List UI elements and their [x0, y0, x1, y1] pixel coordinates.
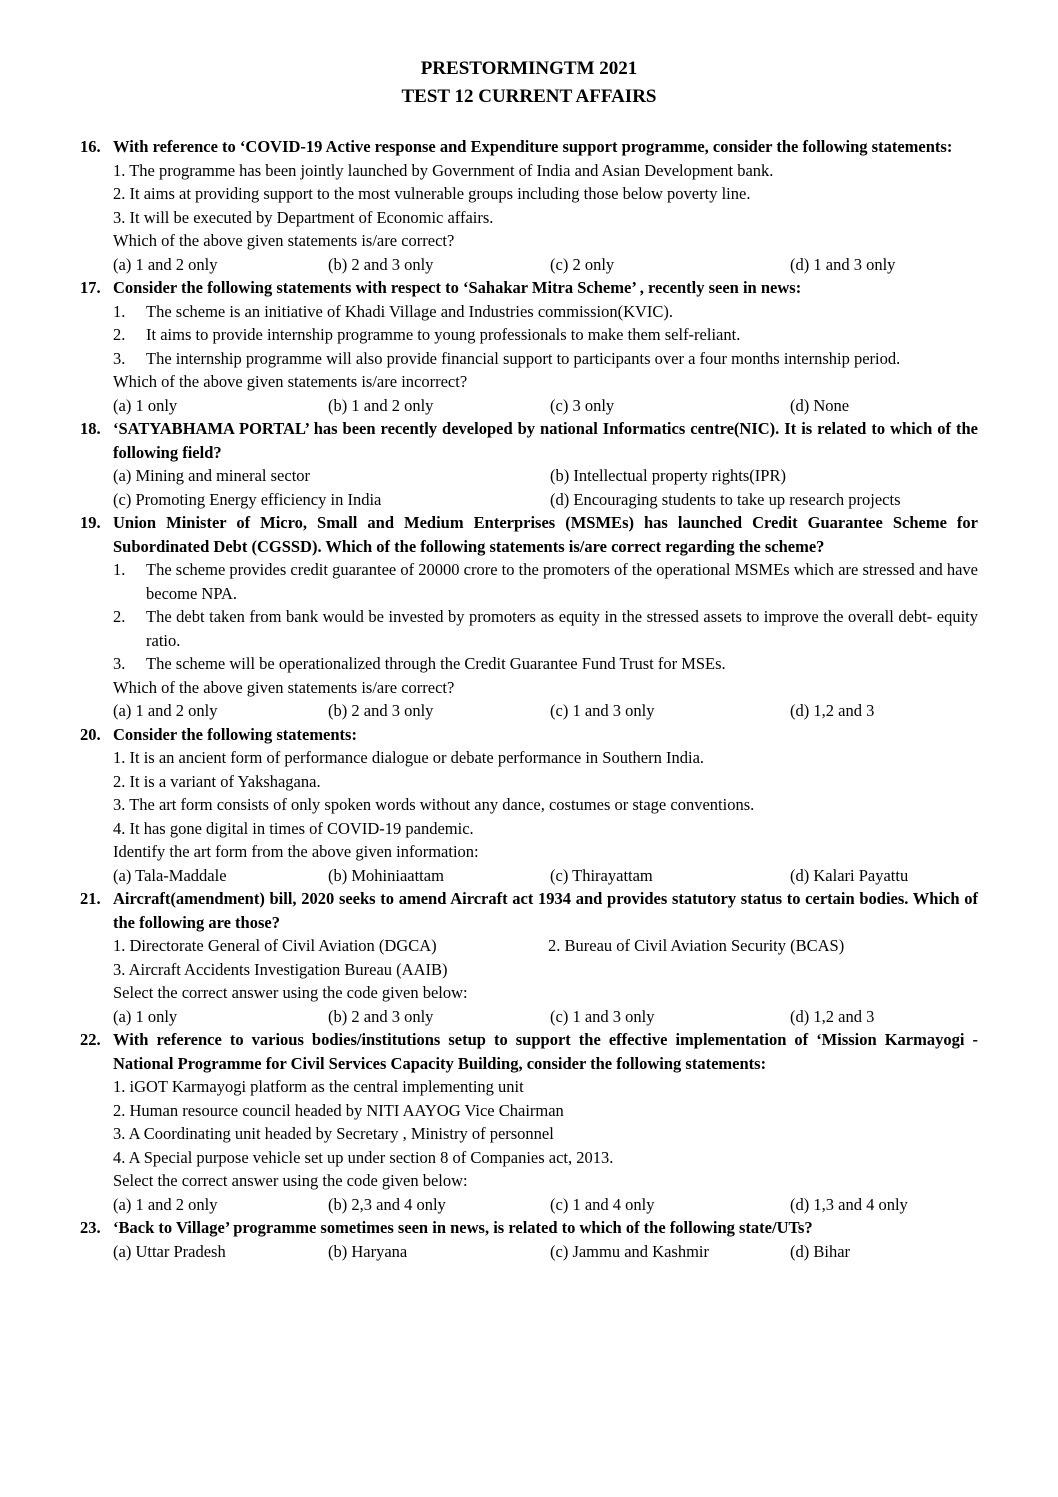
question-body — [113, 887, 978, 1028]
option-b: (b) Mohiniaattam — [328, 865, 444, 885]
question-prompt: Identify the art form from the above given information: — [113, 842, 479, 861]
option-a: (a) Tala-Maddale — [113, 865, 227, 885]
statement — [113, 1122, 978, 1146]
statement-number: 2. — [113, 1100, 126, 1120]
option-c: (c) 2 only — [550, 254, 615, 274]
option-b: (b) 2,3 and 4 only — [328, 1194, 446, 1214]
statement-text: It has gone digital in times of COVID-19 pandemic. — [129, 818, 474, 838]
options-row — [113, 1005, 978, 1029]
statement-number: 4. — [113, 818, 126, 838]
question-body — [113, 1028, 978, 1216]
option-b: (b) 2 and 3 only — [328, 701, 434, 720]
statement-text: It aims at providing support to the most vulnerable groups including those below poverty line. — [129, 184, 751, 203]
question-23 — [80, 1216, 978, 1263]
statement-text: iGOT Karmayogi platform as the central implementing unit — [129, 1077, 524, 1096]
title-block — [80, 55, 978, 111]
option-a: (a) 1 and 2 only — [113, 1194, 218, 1214]
statement-text: A Coordinating unit headed by Secretary , Ministry of personnel — [128, 1124, 554, 1143]
statement-number: 3. — [113, 1124, 126, 1143]
option-d: (d) Bihar — [790, 1241, 851, 1261]
question-22 — [80, 1028, 978, 1216]
statement — [548, 934, 978, 958]
options-row — [113, 394, 978, 418]
statement — [113, 1146, 978, 1170]
question-prompt: Select the correct answer using the code given below: — [113, 983, 468, 1002]
question-body — [113, 1216, 978, 1263]
option-c: (c) 1 and 3 only — [550, 701, 655, 720]
question-number: 22. — [80, 1030, 101, 1049]
statement — [113, 347, 978, 371]
statement-number: 2. — [113, 184, 126, 203]
option-d: (d) None — [790, 395, 850, 415]
statement-number: 3. — [113, 959, 126, 979]
option-b: (b) Intellectual property rights(IPR) — [550, 466, 786, 485]
options-row — [113, 253, 978, 277]
statement — [113, 1075, 978, 1099]
option-a: (a) 1 only — [113, 395, 178, 415]
statement-text: It aims to provide internship programme to young professionals to make them self-reliant. — [146, 325, 741, 344]
statement-number: 3. — [113, 348, 126, 368]
statement-number: 2. — [113, 771, 126, 791]
option-b: (b) 2 and 3 only — [328, 254, 434, 274]
option-d: (d) 1,2 and 3 — [790, 701, 875, 720]
option-d: (d) Kalari Payattu — [790, 865, 909, 885]
statement — [113, 558, 978, 605]
statement-text: A Special purpose vehicle set up under section 8 of Companies act, 2013. — [128, 1147, 614, 1167]
option-b: (b) 2 and 3 only — [328, 1006, 434, 1026]
question-prompt: Which of the above given statements is/are incorrect? — [113, 372, 468, 391]
option-a: (a) 1 and 2 only — [113, 701, 218, 720]
question-text: With reference to various bodies/institutions setup to support the effective implementation of ‘Mission Karmayogi - National Programme for Civil Services Capacity Building, consider the following statements: — [113, 1030, 978, 1073]
statement-number: 2. — [548, 936, 561, 955]
statement-number: 1. — [113, 301, 126, 321]
statement-number: 4. — [113, 1147, 126, 1167]
statement — [113, 652, 978, 676]
statement-text: Bureau of Civil Aviation Security (BCAS) — [564, 936, 845, 955]
statement — [113, 793, 978, 817]
question-text: Consider the following statements with respect to ‘Sahakar Mitra Scheme’ , recently seen in news: — [113, 278, 802, 297]
question-text: Union Minister of Micro, Small and Medium Enterprises (MSMEs) has launched Credit Guarantee Scheme for Subordinated Debt (CGSSD). Which of the following statements is/are correct regarding the scheme? — [113, 513, 978, 556]
option-c: (c) Jammu and Kashmir — [550, 1241, 709, 1261]
statement-pair-row — [113, 934, 978, 958]
statement-number: 3. — [113, 654, 126, 673]
statement-number: 1. — [113, 936, 126, 955]
option-c: (c) Thirayattam — [550, 865, 653, 885]
statement — [113, 817, 978, 841]
question-20 — [80, 723, 978, 888]
statement-text: The internship programme will also provide financial support to participants over a four months internship period. — [146, 348, 901, 368]
question-16 — [80, 135, 978, 276]
option-d: (d) 1,3 and 4 only — [790, 1194, 908, 1214]
option-a: (a) 1 only — [113, 1006, 178, 1026]
statement-text: Aircraft Accidents Investigation Bureau (AAIB) — [128, 959, 448, 979]
statement-text: The art form consists of only spoken words without any dance, costumes or stage conventions. — [129, 795, 755, 814]
question-number: 18. — [80, 419, 101, 438]
statement — [113, 934, 548, 958]
question-number: 23. — [80, 1218, 101, 1237]
question-body — [113, 135, 978, 276]
option-d: (d) 1,2 and 3 — [790, 1006, 875, 1026]
option-c: (c) Promoting Energy efficiency in India — [113, 489, 382, 509]
statement-text: The scheme is an initiative of Khadi Village and Industries commission(KVIC). — [146, 301, 674, 321]
option-a: (a) Uttar Pradesh — [113, 1241, 226, 1261]
question-number: 17. — [80, 278, 101, 297]
statement-number: 1. — [113, 748, 126, 767]
question-text: With reference to ‘COVID-19 Active response and Expenditure support programme, consider the following statements: — [113, 137, 953, 156]
statement-number: 2. — [113, 607, 126, 626]
question-number: 16. — [80, 137, 101, 156]
statement — [113, 300, 978, 324]
question-text: Consider the following statements: — [113, 724, 357, 744]
options-row — [113, 464, 978, 488]
statement-number: 2. — [113, 325, 126, 344]
statement — [113, 770, 978, 794]
option-c: (c) 3 only — [550, 395, 615, 415]
question-prompt: Select the correct answer using the code given below: — [113, 1171, 468, 1190]
question-text: ‘Back to Village’ programme sometimes seen in news, is related to which of the following state/UTs? — [113, 1218, 813, 1237]
question-body — [113, 723, 978, 888]
paper-subtitle: TEST 12 CURRENT AFFAIRS — [401, 86, 657, 107]
option-a: (a) 1 and 2 only — [113, 254, 218, 274]
option-a: (a) Mining and mineral sector — [113, 466, 311, 485]
statement-text: The debt taken from bank would be invested by promoters as equity in the stressed assets to improve the overall debt- equity ratio. — [146, 607, 978, 650]
statement-text: It is an ancient form of performance dialogue or debate performance in Southern India. — [129, 748, 705, 767]
question-prompt: Which of the above given statements is/are correct? — [113, 677, 455, 697]
options-row — [113, 488, 978, 512]
statement — [113, 1099, 978, 1123]
options-row — [113, 699, 978, 723]
statement — [113, 206, 978, 230]
statement — [113, 958, 978, 982]
question-17 — [80, 276, 978, 417]
statement-text: Directorate General of Civil Aviation (DGCA) — [129, 936, 437, 955]
question-19 — [80, 511, 978, 723]
options-row — [113, 1193, 978, 1217]
question-number: 20. — [80, 724, 101, 744]
options-row — [113, 864, 978, 888]
statement-number: 3. — [113, 795, 126, 814]
option-d: (d) 1 and 3 only — [790, 254, 896, 274]
statement-text: Human resource council headed by NITI AAYOG Vice Chairman — [129, 1100, 564, 1120]
question-number: 19. — [80, 513, 101, 532]
question-21 — [80, 887, 978, 1028]
question-18 — [80, 417, 978, 511]
statement-text: The scheme provides credit guarantee of 20000 crore to the promoters of the operational MSMEs which are stressed and have become NPA. — [146, 560, 978, 603]
paper-title: PRESTORMINGTM 2021 — [420, 58, 638, 79]
statement — [113, 746, 978, 770]
option-d: (d) Encouraging students to take up research projects — [550, 489, 901, 509]
statement — [113, 323, 978, 347]
question-body — [113, 417, 978, 511]
statement-text: The programme has been jointly launched by Government of India and Asian Development bank. — [129, 160, 774, 180]
statement-number: 1. — [113, 160, 126, 180]
statement-text: The scheme will be operationalized through the Credit Guarantee Fund Trust for MSEs. — [146, 654, 726, 673]
statement — [113, 159, 978, 183]
options-row — [113, 1240, 978, 1264]
statement-number: 1. — [113, 560, 126, 579]
statement-number: 1. — [113, 1077, 126, 1096]
statement-text: It is a variant of Yakshagana. — [129, 771, 321, 791]
question-text: Aircraft(amendment) bill, 2020 seeks to amend Aircraft act 1934 and provides statutory status to certain bodies. Which of the following are those? — [113, 889, 978, 932]
statement-number: 3. — [113, 207, 126, 227]
question-body — [113, 511, 978, 723]
question-text: ‘SATYABHAMA PORTAL’ has been recently developed by national Informatics centre(NIC). It is related to which of the following field? — [113, 419, 978, 462]
option-b: (b) Haryana — [328, 1241, 408, 1261]
question-body — [113, 276, 978, 417]
statement — [113, 605, 978, 652]
question-prompt: Which of the above given statements is/are correct? — [113, 231, 455, 250]
option-b: (b) 1 and 2 only — [328, 395, 434, 415]
option-c: (c) 1 and 3 only — [550, 1006, 655, 1026]
question-number: 21. — [80, 889, 101, 908]
option-c: (c) 1 and 4 only — [550, 1194, 655, 1214]
statement — [113, 182, 978, 206]
statement-text: It will be executed by Department of Economic affairs. — [129, 207, 494, 227]
